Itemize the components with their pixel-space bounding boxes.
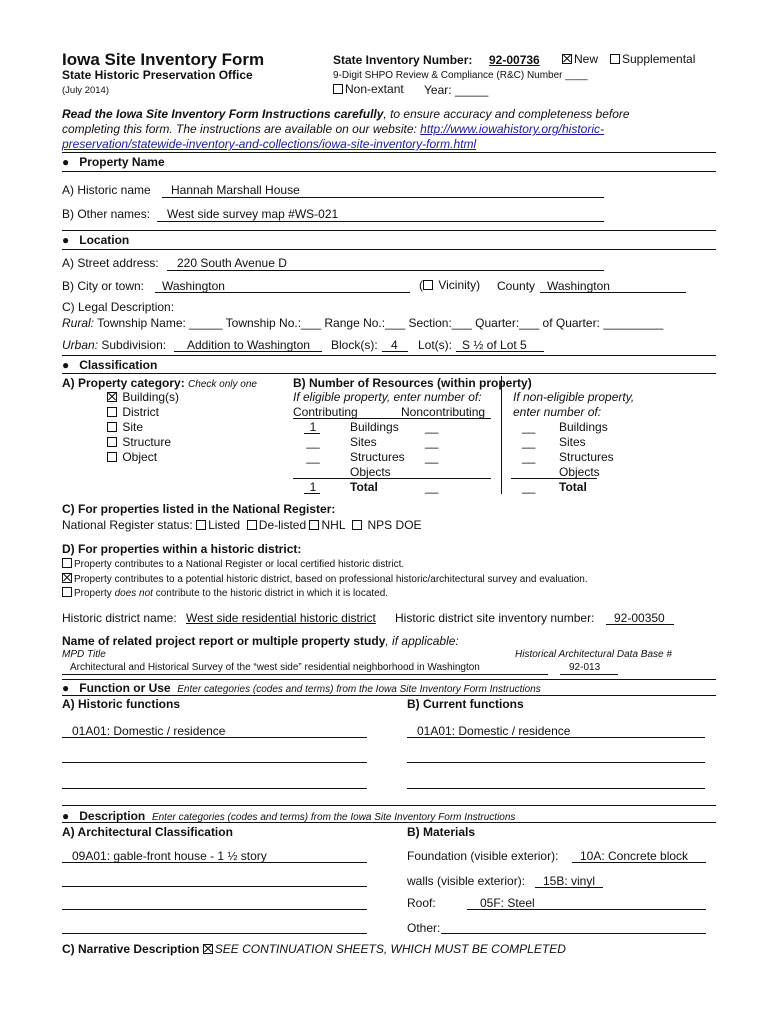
district-site-inv-label: Historic district site inventory number: (395, 611, 595, 625)
contrib-sites[interactable]: __ (306, 435, 320, 449)
rural-fields[interactable]: Township Name: _____ Township No.:___ Range No.:___ Section:___ Quarter:___ of Quarter: _________ (97, 316, 664, 330)
category-label: Structure (122, 435, 172, 449)
type-buildings: Buildings (350, 420, 399, 434)
type-total: Total (350, 480, 378, 494)
section-title: Description (79, 809, 146, 823)
walls-label: walls (visible exterior): (407, 874, 526, 888)
contrib-buildings[interactable]: 1 (309, 420, 317, 434)
blocks-label: Block(s): (331, 338, 378, 352)
field-underline (606, 624, 674, 625)
divider (62, 230, 716, 231)
divider (62, 152, 716, 153)
office-name: State Historic Preservation Office (62, 68, 253, 82)
walls-field[interactable]: 15B: vinyl (543, 874, 596, 888)
noncontributing-header: Noncontributing (401, 405, 486, 419)
eligible-hint: If eligible property, enter number of: (293, 390, 482, 404)
supplemental-label: Supplemental (622, 52, 696, 66)
vicinity-checkbox[interactable] (423, 280, 433, 290)
noneligible-total[interactable]: __ (522, 480, 536, 494)
national-register-heading: C) For properties listed in the National Register: (62, 502, 336, 516)
divider (62, 679, 716, 680)
field-underline[interactable] (407, 788, 705, 789)
instructions-link-cont[interactable]: preservation/statewide-inventory-and-collections/iowa-site-inventory-form.html (62, 137, 477, 151)
vicinity-label: Vicinity) (438, 278, 481, 292)
delisted-checkbox[interactable] (247, 520, 257, 530)
new-checkbox[interactable] (562, 54, 572, 64)
category-building[interactable] (107, 391, 179, 403)
section-title: Property Name (79, 155, 165, 169)
section-location: ● Location (62, 233, 130, 247)
narrative-checkbox[interactable] (203, 944, 213, 954)
arch-classification-label: A) Architectural Classification (62, 825, 233, 839)
form-title: Iowa Site Inventory Form (62, 50, 265, 69)
street-field[interactable]: 220 South Avenue D (177, 256, 287, 270)
district-name-field[interactable]: West side residential historic district (186, 611, 376, 625)
divider (62, 805, 716, 806)
roof-field[interactable]: 05F: Steel (480, 896, 535, 910)
total-rule (293, 478, 491, 479)
option-emphasis: does not (114, 588, 153, 599)
city-label: B) City or town: (62, 279, 145, 293)
current-functions-label: B) Current functions (407, 697, 524, 711)
shpo-number-line[interactable]: 9-Digit SHPO Review & Compliance (R&C) Number ____ (333, 70, 588, 81)
materials-label: B) Materials (407, 825, 476, 839)
section-title: Location (79, 233, 130, 247)
section-hint: Enter categories (codes and terms) from the Iowa Site Inventory Form Instructions (177, 684, 541, 695)
new-label: New (574, 52, 599, 66)
field-underline[interactable] (62, 762, 367, 763)
category-label: District (122, 405, 160, 419)
lots-field[interactable]: S ½ of Lot 5 (462, 338, 527, 352)
supplemental-checkbox[interactable] (610, 54, 620, 64)
field-underline (456, 351, 544, 352)
section-description: ● Description Enter categories (codes and terms) from the Iowa Site Inventory Form Instructions (62, 809, 516, 823)
district-name-label: Historic district name: (62, 611, 177, 625)
divider (62, 355, 716, 356)
instructions-line-2 (62, 123, 604, 135)
option2-checkbox[interactable] (62, 573, 72, 583)
field-underline (540, 292, 686, 293)
structure-checkbox[interactable] (107, 437, 117, 447)
divider (62, 695, 716, 696)
contrib-structures[interactable]: __ (306, 450, 320, 464)
field-underline (167, 270, 604, 271)
section-classification: ● Classification (62, 358, 158, 372)
county-field[interactable]: Washington (547, 279, 610, 293)
category-structure[interactable] (107, 436, 171, 448)
contrib-total[interactable]: 1 (309, 480, 317, 494)
field-underline (162, 197, 604, 198)
nhl-checkbox[interactable] (309, 520, 319, 530)
contributing-header: Contributing (293, 405, 358, 419)
section-property-name: ● Property Name (62, 155, 165, 169)
category-label: Building(s) (122, 390, 180, 404)
field-underline (407, 737, 705, 738)
field-underline (62, 862, 367, 863)
roof-label: Roof: (407, 896, 436, 910)
instructions-rest: , to ensure accuracy and completeness before (383, 107, 630, 121)
site-checkbox[interactable] (107, 422, 117, 432)
supplemental-option[interactable] (610, 53, 695, 65)
section-function: ● Function or Use Enter categories (codes and terms) from the Iowa Site Inventory Form Instructions (62, 681, 541, 695)
instructions-text: completing this form. The instructions are available on our website: (62, 122, 421, 136)
current-function-field[interactable]: 01A01: Domestic / residence (417, 724, 571, 738)
type-total-ne: Total (559, 480, 587, 494)
narrative-description (62, 943, 566, 955)
field-underline[interactable] (62, 909, 367, 910)
status-label: National Register status: (62, 518, 193, 532)
district-option-3[interactable] (62, 587, 388, 599)
rural-row[interactable] (62, 317, 663, 329)
lots-label: Lot(s): (418, 338, 453, 352)
option-label: Property contributes to a potential historic district, based on professional historic/architectural survey and evaluation. (74, 574, 588, 585)
noncontrib-buildings[interactable]: __ (425, 420, 439, 434)
narrative-value: SEE CONTINUATION SHEETS, WHICH MUST BE COMPLETED (214, 942, 566, 956)
nps-doe-label: NPS DOE (367, 518, 422, 532)
narrative-label: C) Narrative Description (62, 942, 200, 956)
field-underline (62, 674, 548, 675)
foundation-field[interactable]: 10A: Concrete block (580, 849, 689, 863)
inventory-number-value[interactable]: 92-00736 (489, 53, 540, 67)
related-study-label: Name of related project report or multiple property study (62, 634, 386, 648)
noncontrib-sites[interactable]: __ (425, 435, 439, 449)
field-underline (535, 887, 603, 888)
type-sites: Sites (350, 435, 377, 449)
other-material-label: Other: (407, 921, 441, 935)
field-underline[interactable] (407, 762, 705, 763)
field-underline (560, 674, 618, 675)
delisted-label: De-listed (258, 518, 307, 532)
other-names-field[interactable]: West side survey map #WS-021 (167, 207, 339, 221)
instructions-line-1 (62, 108, 630, 120)
mpd-title-label: MPD Title (62, 649, 106, 660)
street-label: A) Street address: (62, 256, 159, 270)
section-hint: Enter categories (codes and terms) from the Iowa Site Inventory Form Instructions (151, 812, 516, 823)
field-underline (382, 351, 408, 352)
historic-functions-label: A) Historic functions (62, 697, 181, 711)
city-field[interactable]: Washington (162, 279, 225, 293)
option-label: Property (74, 588, 115, 599)
historic-district-heading: D) For properties within a historic district: (62, 542, 302, 556)
field-underline (62, 737, 367, 738)
field-underline (155, 292, 410, 293)
resources-heading: B) Number of Resources (within property) (293, 376, 532, 390)
divider (62, 373, 716, 374)
instructions-link[interactable]: http://www.iowahistory.org/historic- (420, 122, 605, 136)
other-material-field[interactable] (441, 933, 706, 934)
option-label-rest: contribute to the historic district in which it is located. (152, 588, 389, 599)
field-underline[interactable] (62, 788, 367, 789)
national-register-status (62, 519, 422, 531)
rural-label: Rural: (62, 316, 95, 330)
legal-description-label: C) Legal Description: (62, 300, 175, 314)
foundation-label: Foundation (visible exterior): (407, 849, 559, 863)
noneligible-hint-2: enter number of: (513, 405, 602, 419)
category-label: Site (122, 420, 144, 434)
vicinity-option[interactable]: ( Vicinity) (419, 278, 481, 292)
related-study-heading (62, 635, 459, 647)
nonextant-checkbox[interactable] (333, 84, 343, 94)
object-checkbox[interactable] (107, 452, 117, 462)
category-object[interactable] (107, 451, 157, 463)
divider (62, 822, 716, 823)
historic-name-field[interactable]: Hannah Marshall House (171, 183, 300, 197)
nps-doe-checkbox[interactable] (352, 520, 362, 530)
noneligible-structures[interactable]: __ (522, 450, 536, 464)
type-sites-ne: Sites (559, 435, 586, 449)
category-label: A) Property category: (62, 376, 185, 390)
nonextant-option[interactable] (333, 83, 404, 95)
option3-checkbox[interactable] (62, 587, 72, 597)
type-structures-ne: Structures (559, 450, 614, 464)
related-study-suffix: , if applicable: (385, 634, 459, 648)
county-label: County (497, 279, 536, 293)
noneligible-hint: If non-eligible property, (513, 390, 635, 404)
column-divider (501, 376, 502, 494)
form-date: (July 2014) (62, 85, 109, 96)
section-title: Classification (79, 358, 158, 372)
subdivision-field[interactable]: Addition to Washington (187, 338, 310, 352)
listed-checkbox[interactable] (196, 520, 206, 530)
section-title: Function or Use (79, 681, 171, 695)
field-underline (572, 862, 706, 863)
field-underline (467, 909, 706, 910)
other-names-label: B) Other names: (62, 207, 151, 221)
noneligible-sites[interactable]: __ (522, 435, 536, 449)
historic-function-field[interactable]: 01A01: Domestic / residence (72, 724, 226, 738)
field-underline (157, 221, 604, 222)
type-buildings-ne: Buildings (559, 420, 608, 434)
arch-classification-field[interactable]: 09A01: gable-front house - 1 ½ story (72, 849, 267, 863)
building-checkbox[interactable] (107, 392, 117, 402)
noneligible-buildings[interactable]: __ (522, 420, 536, 434)
nhl-label: NHL (321, 518, 346, 532)
database-field[interactable]: 92-013 (569, 662, 601, 673)
property-category-heading (62, 377, 257, 390)
noncontrib-total[interactable]: __ (425, 480, 439, 494)
field-underline[interactable] (62, 933, 367, 934)
option-label: Property contributes to a National Register or local certified historic district. (74, 559, 405, 570)
district-site-inv-field[interactable]: 92-00350 (614, 611, 665, 625)
type-objects: Objects (350, 465, 391, 479)
field-underline (174, 351, 322, 352)
urban-row (62, 339, 166, 351)
urban-label: Urban: (62, 338, 99, 352)
inventory-number-label: State Inventory Number: (333, 53, 473, 67)
year-field[interactable]: Year: _____ (424, 83, 489, 97)
district-checkbox[interactable] (107, 407, 117, 417)
option1-checkbox[interactable] (62, 558, 72, 568)
listed-label: Listed (208, 518, 241, 532)
blocks-field[interactable]: 4 (391, 338, 398, 352)
district-option-2[interactable] (62, 573, 588, 585)
total-rule (511, 478, 597, 479)
divider (62, 171, 716, 172)
nonextant-label: Non-extant (345, 82, 404, 96)
category-label: Object (122, 450, 158, 464)
mpd-title-field[interactable]: Architectural and Historical Survey of the “west side” residential neighborhood in Washington (70, 662, 480, 673)
district-option-1[interactable] (62, 558, 404, 570)
field-underline (304, 433, 320, 434)
divider (62, 249, 716, 250)
field-underline (304, 493, 320, 494)
type-objects-ne: Objects (559, 465, 600, 479)
new-option[interactable] (562, 53, 598, 65)
type-structures: Structures (350, 450, 405, 464)
category-district[interactable] (107, 406, 159, 418)
field-underline[interactable] (62, 886, 367, 887)
noncontrib-structures[interactable]: __ (425, 450, 439, 464)
database-label: Historical Architectural Data Base # (515, 649, 672, 660)
header-underline (293, 418, 491, 419)
category-hint: Check only one (188, 379, 257, 390)
instructions-bold: Read the Iowa Site Inventory Form Instructions carefully (62, 107, 384, 121)
subdivision-label: Subdivision: (101, 338, 167, 352)
category-site[interactable] (107, 421, 143, 433)
historic-name-label: A) Historic name (62, 183, 151, 197)
